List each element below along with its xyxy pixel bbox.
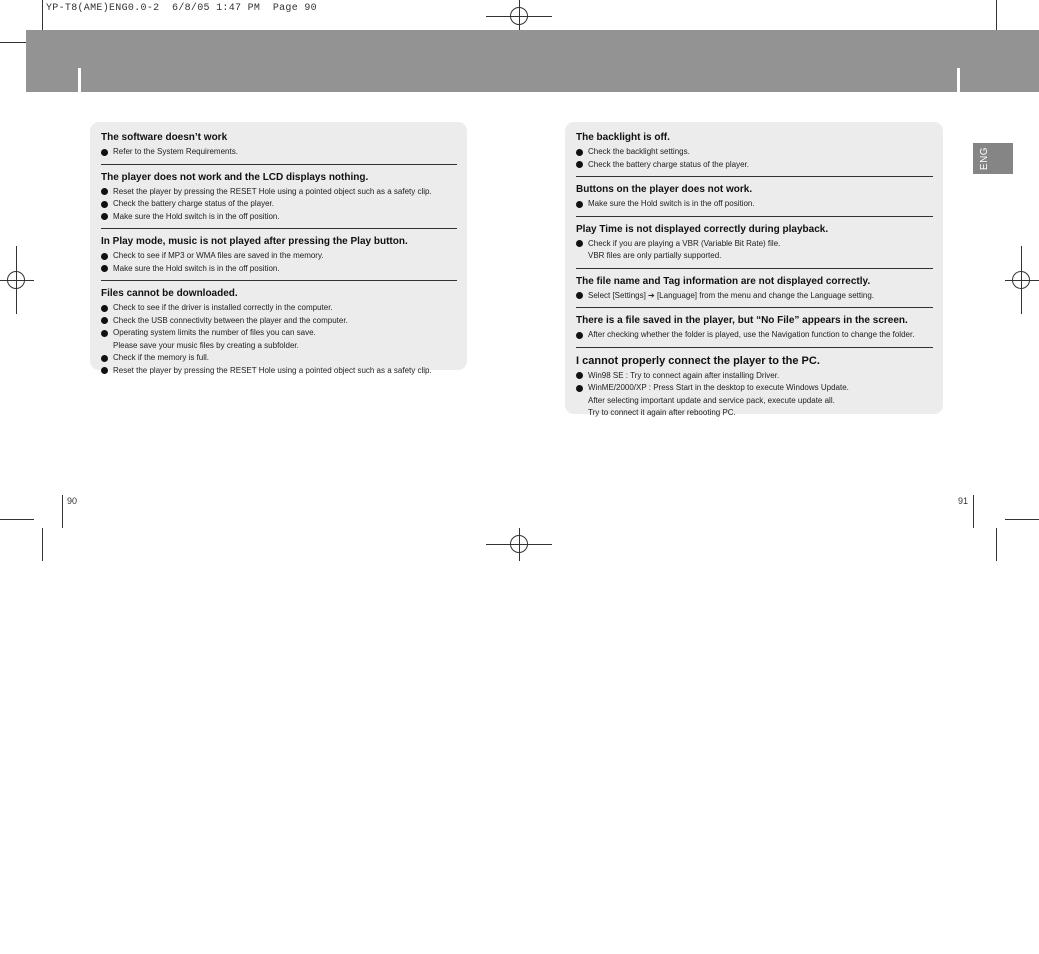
- registration-target-icon: [1012, 271, 1030, 289]
- bullet-dot-icon: [101, 367, 108, 374]
- language-tab: [973, 143, 1013, 174]
- bullet-dot-icon: [576, 201, 583, 208]
- bullet-text: Reset the player by pressing the RESET Hole using a pointed object such as a safety clip.: [113, 365, 432, 375]
- bullet-continuation: [576, 395, 933, 408]
- bullet-text: Operating system limits the number of files you can save.: [113, 328, 316, 337]
- bullet-text: VBR files are only partially supported.: [588, 251, 722, 260]
- section-title: There is a file saved in the player, but “No File” appears in the screen.: [576, 315, 908, 326]
- bullet-text: Check the backlight settings.: [588, 147, 690, 156]
- right-troubleshooting-panel: [565, 122, 943, 417]
- bullet-item: [101, 146, 457, 159]
- troubleshooting-section: [101, 131, 457, 165]
- crop-mark: [996, 0, 997, 30]
- crop-mark: [42, 0, 43, 30]
- header-band-tick: [78, 68, 81, 92]
- bullet-dot-icon: [576, 149, 583, 156]
- bullet-dot-icon: [576, 292, 583, 299]
- bullet-item: [576, 382, 933, 395]
- bullet-text: Check the battery charge status of the player.: [113, 199, 274, 208]
- bullet-continuation: [101, 340, 457, 353]
- crop-mark: [0, 519, 34, 520]
- bullet-item: [101, 263, 457, 276]
- bullet-dot-icon: [576, 385, 583, 392]
- troubleshooting-section: [101, 171, 457, 230]
- crop-mark: [1005, 519, 1039, 520]
- section-title: Buttons on the player does not work.: [576, 184, 753, 195]
- bullet-item: [576, 370, 933, 383]
- registration-target-icon: [7, 271, 25, 289]
- bullet-text: After checking whether the folder is played, use the Navigation function to change the folder.: [588, 330, 915, 339]
- bullet-dot-icon: [576, 372, 583, 379]
- bullet-text: Refer to the System Requirements.: [113, 147, 238, 156]
- bullet-dot-icon: [576, 240, 583, 247]
- header-band-tick: [957, 68, 960, 92]
- registration-target-icon: [510, 7, 528, 25]
- troubleshooting-section: [576, 354, 933, 424]
- bullet-dot-icon: [101, 330, 108, 337]
- bullet-text: Please save your music files by creating a subfolder.: [113, 340, 299, 350]
- section-title: The player does not work and the LCD displays nothing.: [101, 171, 369, 183]
- bullet-text: Make sure the Hold switch is in the off position.: [113, 211, 280, 221]
- page-number-rule: [62, 495, 63, 528]
- bullet-dot-icon: [101, 265, 108, 272]
- bullet-text: Win98 SE : Try to connect again after installing Driver.: [588, 370, 780, 380]
- bullet-item: [101, 327, 457, 340]
- page-number-right: 91: [958, 496, 969, 506]
- bullet-continuation: [576, 250, 933, 263]
- bullet-continuation: [576, 407, 933, 420]
- language-tab-label: ENG: [979, 146, 991, 171]
- bullet-item: [576, 290, 933, 303]
- bullet-text: Try to connect it again after rebooting PC.: [588, 408, 736, 417]
- bullet-item: [101, 250, 457, 263]
- troubleshooting-section: [576, 314, 933, 348]
- header-band: [26, 30, 1039, 92]
- bullet-dot-icon: [101, 149, 108, 156]
- bullet-dot-icon: [101, 355, 108, 362]
- troubleshooting-section: [576, 131, 933, 177]
- section-title: The file name and Tag information are not displayed correctly.: [576, 275, 871, 287]
- bullet-item: [101, 352, 457, 365]
- bullet-dot-icon: [101, 201, 108, 208]
- section-title: The software doesn’t work: [101, 132, 228, 143]
- bullet-item: [576, 198, 933, 211]
- section-title: Play Time is not displayed correctly during playback.: [576, 223, 829, 235]
- bullet-dot-icon: [101, 213, 108, 220]
- crop-mark: [42, 528, 43, 561]
- bullet-dot-icon: [576, 161, 583, 168]
- bullet-text: After selecting important update and service pack, execute update all.: [588, 395, 835, 405]
- troubleshooting-section: [576, 223, 933, 269]
- troubleshooting-section: [576, 183, 933, 217]
- bullet-text: Select [Settings] ➔ [Language] from the menu and change the Language setting.: [588, 290, 875, 300]
- section-title: I cannot properly connect the player to the PC.: [576, 354, 820, 367]
- bullet-dot-icon: [101, 305, 108, 312]
- bullet-text: Check if the memory is full.: [113, 353, 210, 362]
- bullet-text: Check if you are playing a VBR (Variable Bit Rate) file.: [588, 238, 781, 248]
- bullet-item: [101, 186, 457, 199]
- bullet-item: [101, 211, 457, 224]
- page-number-left: 90: [67, 496, 78, 506]
- bullet-text: Check to see if the driver is installed correctly in the computer.: [113, 303, 333, 312]
- left-troubleshooting-panel: [90, 122, 467, 375]
- troubleshooting-section: [101, 235, 457, 281]
- registration-target-icon: [510, 535, 528, 553]
- bullet-text: Check the battery charge status of the player.: [588, 159, 749, 169]
- bullet-item: [101, 302, 457, 315]
- bullet-item: [576, 146, 933, 159]
- bullet-item: [101, 198, 457, 211]
- bullet-dot-icon: [101, 188, 108, 195]
- print-slug: YP-T8(AME)ENG0.0-2 6/8/05 1:47 PM Page 90: [46, 3, 317, 14]
- section-title: In Play mode, music is not played after pressing the Play button.: [101, 236, 408, 247]
- page-number-rule: [973, 495, 974, 528]
- bullet-item: [576, 159, 933, 172]
- bullet-text: Make sure the Hold switch is in the off position.: [588, 199, 755, 208]
- bullet-text: Check the USB connectivity between the player and the computer.: [113, 315, 348, 325]
- bullet-dot-icon: [101, 253, 108, 260]
- bullet-text: WinME/2000/XP : Press Start in the desktop to execute Windows Update.: [588, 383, 849, 392]
- bullet-text: Reset the player by pressing the RESET Hole using a pointed object such as a safety clip.: [113, 186, 432, 196]
- section-title: Files cannot be downloaded.: [101, 288, 238, 299]
- crop-mark: [996, 528, 997, 561]
- troubleshooting-section: [101, 287, 457, 381]
- bullet-text: Make sure the Hold switch is in the off position.: [113, 263, 280, 273]
- bullet-item: [576, 329, 933, 342]
- bullet-item: [576, 238, 933, 251]
- bullet-dot-icon: [101, 317, 108, 324]
- bullet-text: Check to see if MP3 or WMA files are saved in the memory.: [113, 251, 324, 260]
- troubleshooting-section: [576, 275, 933, 309]
- bullet-item: [101, 365, 457, 378]
- section-title: The backlight is off.: [576, 132, 670, 143]
- bullet-dot-icon: [576, 332, 583, 339]
- bullet-item: [101, 315, 457, 328]
